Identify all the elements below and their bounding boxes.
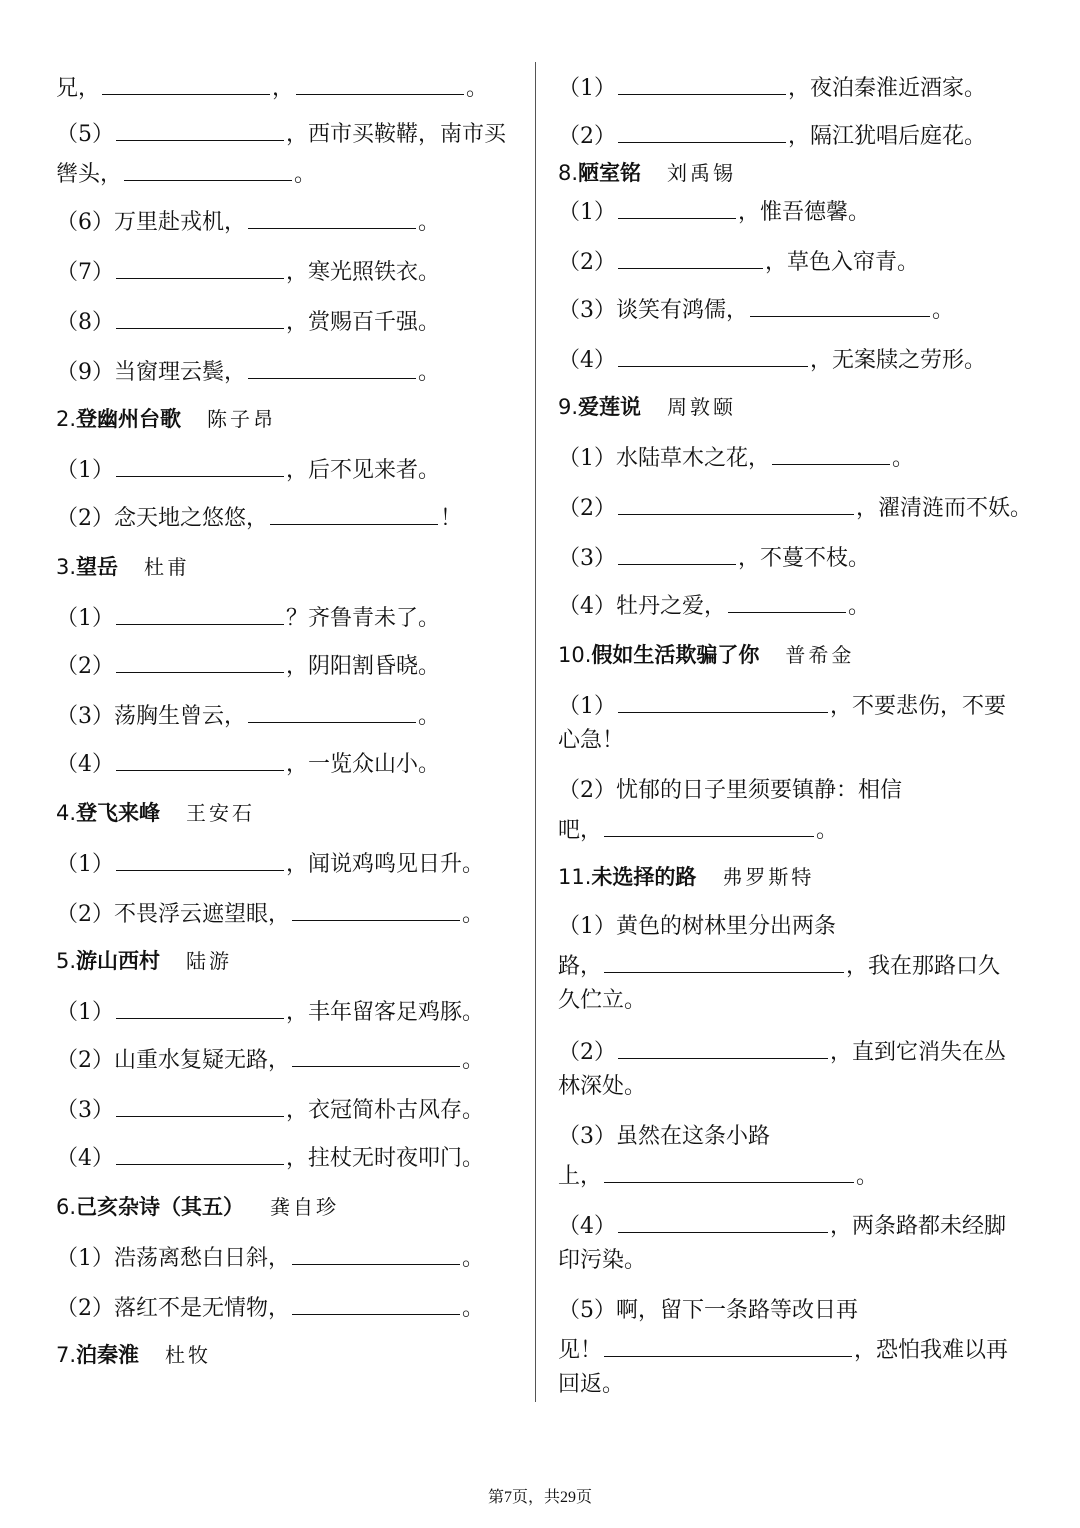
answer-blank bbox=[270, 502, 438, 525]
answer-blank bbox=[116, 1094, 284, 1117]
poem-title: 登幽州台歌 bbox=[76, 407, 182, 431]
question-text: ！ bbox=[440, 506, 463, 531]
question-text: （5） bbox=[56, 122, 114, 147]
question-line bbox=[558, 590, 870, 620]
poem-heading bbox=[558, 392, 736, 422]
poem-heading bbox=[56, 798, 255, 828]
answer-blank bbox=[248, 356, 416, 379]
poem-title: 登飞来峰 bbox=[76, 801, 161, 825]
question-text: 。 bbox=[462, 1296, 485, 1321]
question-line bbox=[56, 1142, 484, 1172]
question-text: （1） bbox=[56, 458, 114, 483]
question-line bbox=[558, 1370, 624, 1400]
question-line bbox=[56, 1292, 484, 1322]
answer-blank bbox=[618, 72, 786, 95]
question-text: （2） bbox=[558, 496, 616, 521]
question-text: ，拄杖无时夜叩门。 bbox=[286, 1146, 485, 1171]
answer-blank bbox=[296, 72, 464, 95]
answer-blank bbox=[618, 196, 736, 219]
question-text: 林深处。 bbox=[558, 1074, 647, 1099]
question-text: 吧， bbox=[558, 818, 603, 843]
question-text: 见！ bbox=[558, 1338, 603, 1363]
question-text: （4）牡丹之爱， bbox=[558, 594, 726, 619]
question-text: 兄， bbox=[56, 76, 101, 101]
question-text: （4） bbox=[56, 1146, 114, 1171]
answer-blank bbox=[116, 650, 284, 673]
question-text: （2）山重水复疑无路， bbox=[56, 1048, 290, 1073]
question-text: ，隔江犹唱后庭花。 bbox=[788, 124, 987, 149]
question-line bbox=[56, 996, 484, 1026]
question-text: （3） bbox=[56, 1098, 114, 1123]
question-text: （1） bbox=[56, 606, 114, 631]
answer-blank bbox=[618, 492, 854, 515]
question-line bbox=[558, 912, 836, 942]
answer-blank bbox=[116, 748, 284, 771]
question-line bbox=[558, 246, 919, 276]
question-line bbox=[558, 1072, 646, 1102]
question-text: （7） bbox=[56, 260, 114, 285]
poem-author: 陈子昂 bbox=[207, 407, 277, 431]
question-text: 。 bbox=[848, 594, 871, 619]
question-text: ？齐鲁青未了。 bbox=[286, 606, 441, 631]
poem-author: 龚自珍 bbox=[270, 1195, 340, 1219]
question-line bbox=[56, 256, 440, 286]
poem-number: 8. bbox=[558, 161, 579, 185]
question-line bbox=[558, 344, 986, 374]
question-text: ， bbox=[272, 76, 295, 101]
answer-blank bbox=[116, 1142, 284, 1165]
question-line bbox=[558, 986, 646, 1016]
question-text: （1）水陆草木之花， bbox=[558, 446, 770, 471]
question-line bbox=[558, 442, 914, 472]
answer-blank bbox=[292, 1292, 460, 1315]
poem-number: 4. bbox=[56, 801, 77, 825]
poem-author: 刘禹锡 bbox=[667, 161, 737, 185]
poem-author: 陆游 bbox=[186, 949, 233, 973]
question-line bbox=[56, 502, 462, 532]
poem-heading bbox=[56, 404, 276, 434]
question-line bbox=[56, 1094, 484, 1124]
answer-blank bbox=[116, 256, 284, 279]
answer-blank bbox=[116, 306, 284, 329]
poem-author: 弗罗斯特 bbox=[722, 865, 815, 889]
question-text: （4） bbox=[558, 348, 616, 373]
question-text: 。 bbox=[462, 1246, 485, 1271]
question-text: ，赏赐百千强。 bbox=[286, 310, 441, 335]
poem-author: 杜牧 bbox=[165, 1343, 212, 1367]
question-line bbox=[558, 690, 1006, 720]
question-text: （2） bbox=[558, 250, 616, 275]
answer-blank bbox=[102, 72, 270, 95]
poem-number: 5. bbox=[56, 949, 77, 973]
question-line bbox=[56, 1044, 484, 1074]
question-text: ，两条路都未经脚 bbox=[830, 1214, 1007, 1239]
poem-heading bbox=[558, 640, 854, 670]
question-line bbox=[558, 950, 1000, 980]
question-text: 。 bbox=[856, 1164, 879, 1189]
poem-heading bbox=[56, 946, 232, 976]
poem-author: 杜甫 bbox=[144, 555, 191, 579]
poem-title: 陋室铭 bbox=[578, 161, 642, 185]
question-text: ，草色入帘青。 bbox=[765, 250, 920, 275]
question-text: （1） bbox=[56, 852, 114, 877]
question-text: 。 bbox=[418, 704, 441, 729]
poem-title: 爱莲说 bbox=[578, 395, 642, 419]
question-text: （3）虽然在这条小路 bbox=[558, 1124, 770, 1149]
question-text: 上， bbox=[558, 1164, 603, 1189]
question-text: ，阴阳割昏晓。 bbox=[286, 654, 441, 679]
answer-blank bbox=[618, 344, 808, 367]
question-text: ，不蔓不枝。 bbox=[738, 546, 871, 571]
poem-title: 未选择的路 bbox=[591, 865, 697, 889]
question-text: （1） bbox=[558, 200, 616, 225]
question-line bbox=[56, 356, 440, 386]
question-line bbox=[558, 776, 902, 806]
question-text: （8） bbox=[56, 310, 114, 335]
question-line bbox=[56, 206, 440, 236]
question-text: ，西市买鞍鞯，南市买 bbox=[286, 122, 507, 147]
question-text: 路， bbox=[558, 954, 603, 979]
answer-blank bbox=[116, 118, 284, 141]
question-text: ，闻说鸡鸣见日升。 bbox=[286, 852, 485, 877]
question-text: 心急！ bbox=[558, 728, 625, 753]
question-text: ，一览众山小。 bbox=[286, 752, 441, 777]
poem-heading bbox=[56, 1340, 211, 1370]
question-text: ，恐怕我难以再 bbox=[854, 1338, 1009, 1363]
question-line bbox=[558, 294, 954, 324]
question-text: ，后不见来者。 bbox=[286, 458, 441, 483]
question-text: 。 bbox=[462, 902, 485, 927]
answer-blank bbox=[292, 1044, 460, 1067]
question-text: （1） bbox=[56, 1000, 114, 1025]
poem-number: 6. bbox=[56, 1195, 77, 1219]
answer-blank bbox=[116, 996, 284, 1019]
question-line bbox=[56, 72, 488, 102]
answer-blank bbox=[248, 206, 416, 229]
answer-blank bbox=[618, 120, 786, 143]
poem-number: 7. bbox=[56, 1343, 77, 1367]
question-text: ，濯清涟而不妖。 bbox=[856, 496, 1033, 521]
answer-blank bbox=[248, 700, 416, 723]
question-line bbox=[56, 306, 440, 336]
question-line bbox=[558, 72, 986, 102]
question-line bbox=[558, 1210, 1006, 1240]
question-line bbox=[56, 650, 440, 680]
question-text: （3）荡胸生曾云， bbox=[56, 704, 246, 729]
question-text: （2） bbox=[56, 654, 114, 679]
question-text: ，直到它消失在丛 bbox=[830, 1040, 1007, 1065]
question-text: ，我在那路口久 bbox=[846, 954, 1001, 979]
question-line bbox=[56, 848, 484, 878]
question-text: （1） bbox=[558, 694, 616, 719]
poem-heading bbox=[558, 158, 736, 188]
poem-number: 10. bbox=[558, 643, 592, 667]
answer-blank bbox=[604, 950, 844, 973]
question-text: （9）当窗理云鬓， bbox=[56, 360, 246, 385]
question-line bbox=[56, 602, 440, 632]
question-text: 久伫立。 bbox=[558, 988, 647, 1013]
answer-blank bbox=[292, 898, 460, 921]
question-line bbox=[558, 1036, 1006, 1066]
poem-heading bbox=[56, 552, 190, 582]
question-text: （1） bbox=[558, 76, 616, 101]
question-line bbox=[558, 542, 870, 572]
question-line bbox=[56, 748, 440, 778]
answer-blank bbox=[750, 294, 930, 317]
question-text: （2） bbox=[558, 124, 616, 149]
question-text: （5）啊，留下一条路等改日再 bbox=[558, 1298, 858, 1323]
answer-blank bbox=[604, 814, 814, 837]
question-text: （1）黄色的树林里分出两条 bbox=[558, 914, 836, 939]
question-text: ，衣冠简朴古风存。 bbox=[286, 1098, 485, 1123]
question-text: （2） bbox=[558, 1040, 616, 1065]
question-text: ，寒光照铁衣。 bbox=[286, 260, 441, 285]
answer-blank bbox=[618, 690, 828, 713]
question-line bbox=[56, 700, 440, 730]
question-text: （4） bbox=[56, 752, 114, 777]
question-text: ，不要悲伤，不要 bbox=[830, 694, 1007, 719]
answer-blank bbox=[116, 454, 284, 477]
answer-blank bbox=[292, 1242, 460, 1265]
poem-title: 望岳 bbox=[76, 555, 119, 579]
question-text: 。 bbox=[892, 446, 915, 471]
page-footer: 第7页，共29页 bbox=[487, 1489, 592, 1506]
answer-blank bbox=[772, 442, 890, 465]
poem-heading bbox=[56, 1192, 339, 1222]
question-line bbox=[558, 1160, 878, 1190]
question-line bbox=[558, 1296, 858, 1326]
question-text: （3） bbox=[558, 546, 616, 571]
answer-blank bbox=[618, 542, 736, 565]
question-text: （6）万里赴戎机， bbox=[56, 210, 246, 235]
poem-title: 游山西村 bbox=[76, 949, 161, 973]
poem-author: 周敦颐 bbox=[667, 395, 737, 419]
question-text: 。 bbox=[418, 360, 441, 385]
answer-blank bbox=[604, 1334, 852, 1357]
answer-blank bbox=[618, 246, 763, 269]
question-line bbox=[56, 118, 506, 148]
question-text: 。 bbox=[462, 1048, 485, 1073]
answer-blank bbox=[728, 590, 846, 613]
question-text: ，丰年留客足鸡豚。 bbox=[286, 1000, 485, 1025]
poem-number: 9. bbox=[558, 395, 579, 419]
poem-author: 普希金 bbox=[785, 643, 855, 667]
question-text: （4） bbox=[558, 1214, 616, 1239]
poem-number: 3. bbox=[56, 555, 77, 579]
question-text: （2）忧郁的日子里须要镇静：相信 bbox=[558, 778, 902, 803]
question-text: （1）浩荡离愁白日斜， bbox=[56, 1246, 290, 1271]
question-text: 印污染。 bbox=[558, 1248, 647, 1273]
question-text: ，无案牍之劳形。 bbox=[810, 348, 987, 373]
question-text: ，惟吾德馨。 bbox=[738, 200, 871, 225]
question-line bbox=[558, 1334, 1008, 1364]
question-text: （2）落红不是无情物， bbox=[56, 1296, 290, 1321]
question-line bbox=[56, 1242, 484, 1272]
answer-blank bbox=[116, 848, 284, 871]
answer-blank bbox=[618, 1210, 828, 1233]
question-line bbox=[56, 454, 440, 484]
poem-number: 11. bbox=[558, 865, 592, 889]
question-line bbox=[558, 1246, 646, 1276]
question-text: 。 bbox=[466, 76, 489, 101]
answer-blank bbox=[618, 1036, 828, 1059]
question-text: 。 bbox=[932, 298, 955, 323]
question-text: 。 bbox=[294, 162, 317, 187]
question-text: 。 bbox=[418, 210, 441, 235]
poem-heading bbox=[558, 862, 814, 892]
question-text: （3）谈笑有鸿儒， bbox=[558, 298, 748, 323]
answer-blank bbox=[124, 158, 292, 181]
question-line bbox=[558, 120, 986, 150]
question-line bbox=[56, 898, 484, 928]
poem-title: 假如生活欺骗了你 bbox=[591, 643, 760, 667]
question-text: 回返。 bbox=[558, 1372, 625, 1397]
question-line bbox=[558, 492, 1032, 522]
question-line bbox=[558, 1122, 770, 1152]
question-text: （2）念天地之悠悠， bbox=[56, 506, 268, 531]
question-line bbox=[558, 814, 838, 844]
question-text: 。 bbox=[816, 818, 839, 843]
question-line bbox=[558, 726, 624, 756]
answer-blank bbox=[604, 1160, 854, 1183]
poem-title: 己亥杂诗（其五） bbox=[76, 1195, 245, 1219]
poem-number: 2. bbox=[56, 407, 77, 431]
poem-title: 泊秦淮 bbox=[76, 1343, 140, 1367]
question-line bbox=[56, 158, 316, 188]
question-line bbox=[558, 196, 870, 226]
question-text: 辔头， bbox=[56, 162, 123, 187]
column-divider bbox=[535, 62, 536, 1402]
question-text: （2）不畏浮云遮望眼， bbox=[56, 902, 290, 927]
question-text: ，夜泊秦淮近酒家。 bbox=[788, 76, 987, 101]
poem-author: 王安石 bbox=[186, 801, 256, 825]
answer-blank bbox=[116, 602, 284, 625]
